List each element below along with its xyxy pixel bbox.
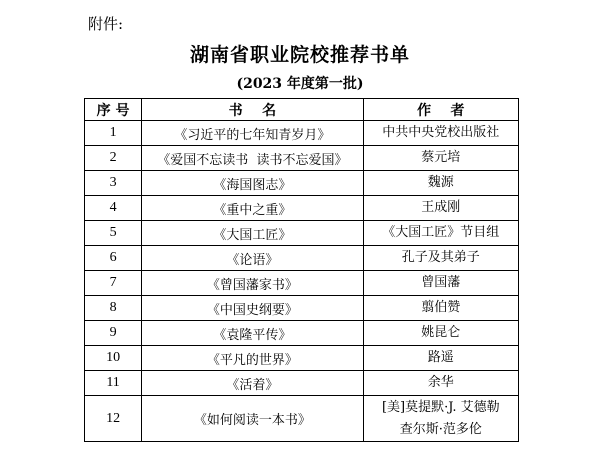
row-number: 11 xyxy=(85,371,142,396)
table-row xyxy=(85,296,519,321)
book-title: 《袁隆平传》 xyxy=(142,321,364,346)
row-number: 3 xyxy=(85,171,142,196)
author-line: 中共中央党校出版社 xyxy=(382,125,500,140)
row-number: 10 xyxy=(85,346,142,371)
book-title: 《大国工匠》 xyxy=(142,221,364,246)
table-row xyxy=(85,196,519,221)
author-line: 蔡元培 xyxy=(421,150,461,165)
row-number: 6 xyxy=(85,246,142,271)
book-title: 《中国史纲要》 xyxy=(142,296,364,321)
book-author xyxy=(363,171,518,196)
table-row xyxy=(85,396,519,442)
row-number: 7 xyxy=(85,271,142,296)
author-line: 魏源 xyxy=(427,175,454,190)
book-title: 《论语》 xyxy=(142,246,364,271)
author-line: [美]莫提默·J. 艾德勒 xyxy=(381,399,500,415)
table-row xyxy=(85,221,519,246)
table-row xyxy=(85,346,519,371)
author-line: 姚昆仑 xyxy=(421,325,461,340)
book-author xyxy=(363,271,518,296)
book-title: 《重中之重》 xyxy=(142,196,364,221)
book-author xyxy=(363,246,518,271)
book-title: 《海国图志》 xyxy=(142,171,364,196)
author-line: 余华 xyxy=(427,375,454,390)
column-header-number: 序 号 xyxy=(85,99,142,121)
author-line: 查尔斯·范多伦 xyxy=(399,421,482,437)
row-number: 4 xyxy=(85,196,142,221)
book-title: 《如何阅读一本书》 xyxy=(142,396,364,442)
book-author xyxy=(363,221,518,246)
book-author xyxy=(363,346,518,371)
page-subtitle: (2023 年度第一批) xyxy=(236,76,364,92)
book-list-table xyxy=(84,98,519,442)
table-header-row xyxy=(85,99,519,121)
row-number: 5 xyxy=(85,221,142,246)
book-title: 《活着》 xyxy=(142,371,364,396)
book-author xyxy=(363,296,518,321)
book-title: 《曾国藩家书》 xyxy=(142,271,364,296)
column-header-title: 书 名 xyxy=(142,99,364,121)
book-title: 《平凡的世界》 xyxy=(142,346,364,371)
book-title: 《习近平的七年知青岁月》 xyxy=(142,121,364,146)
attachment-label: 附件: xyxy=(88,15,124,33)
book-author xyxy=(363,396,518,442)
author-line: 翦伯赞 xyxy=(421,300,461,315)
book-author xyxy=(363,371,518,396)
row-number: 9 xyxy=(85,321,142,346)
book-author xyxy=(363,196,518,221)
author-line: 王成刚 xyxy=(421,200,461,215)
table-row xyxy=(85,121,519,146)
table-row xyxy=(85,146,519,171)
book-author xyxy=(363,321,518,346)
table-row xyxy=(85,371,519,396)
author-line: 曾国藩 xyxy=(421,275,461,290)
row-number: 8 xyxy=(85,296,142,321)
row-number: 1 xyxy=(85,121,142,146)
column-header-author: 作 者 xyxy=(363,99,518,121)
row-number: 2 xyxy=(85,146,142,171)
table-row xyxy=(85,171,519,196)
table-row xyxy=(85,246,519,271)
author-line: 《大国工匠》节目组 xyxy=(382,225,500,240)
table-row xyxy=(85,321,519,346)
table-row xyxy=(85,271,519,296)
author-line: 孔子及其弟子 xyxy=(401,250,480,265)
book-title: 《爱国不忘读书 读书不忘爱国》 xyxy=(142,146,364,171)
book-author xyxy=(363,121,518,146)
page-title: 湖南省职业院校推荐书单 xyxy=(189,44,410,66)
book-author xyxy=(363,146,518,171)
author-line: 路遥 xyxy=(427,350,454,365)
row-number: 12 xyxy=(85,396,142,442)
